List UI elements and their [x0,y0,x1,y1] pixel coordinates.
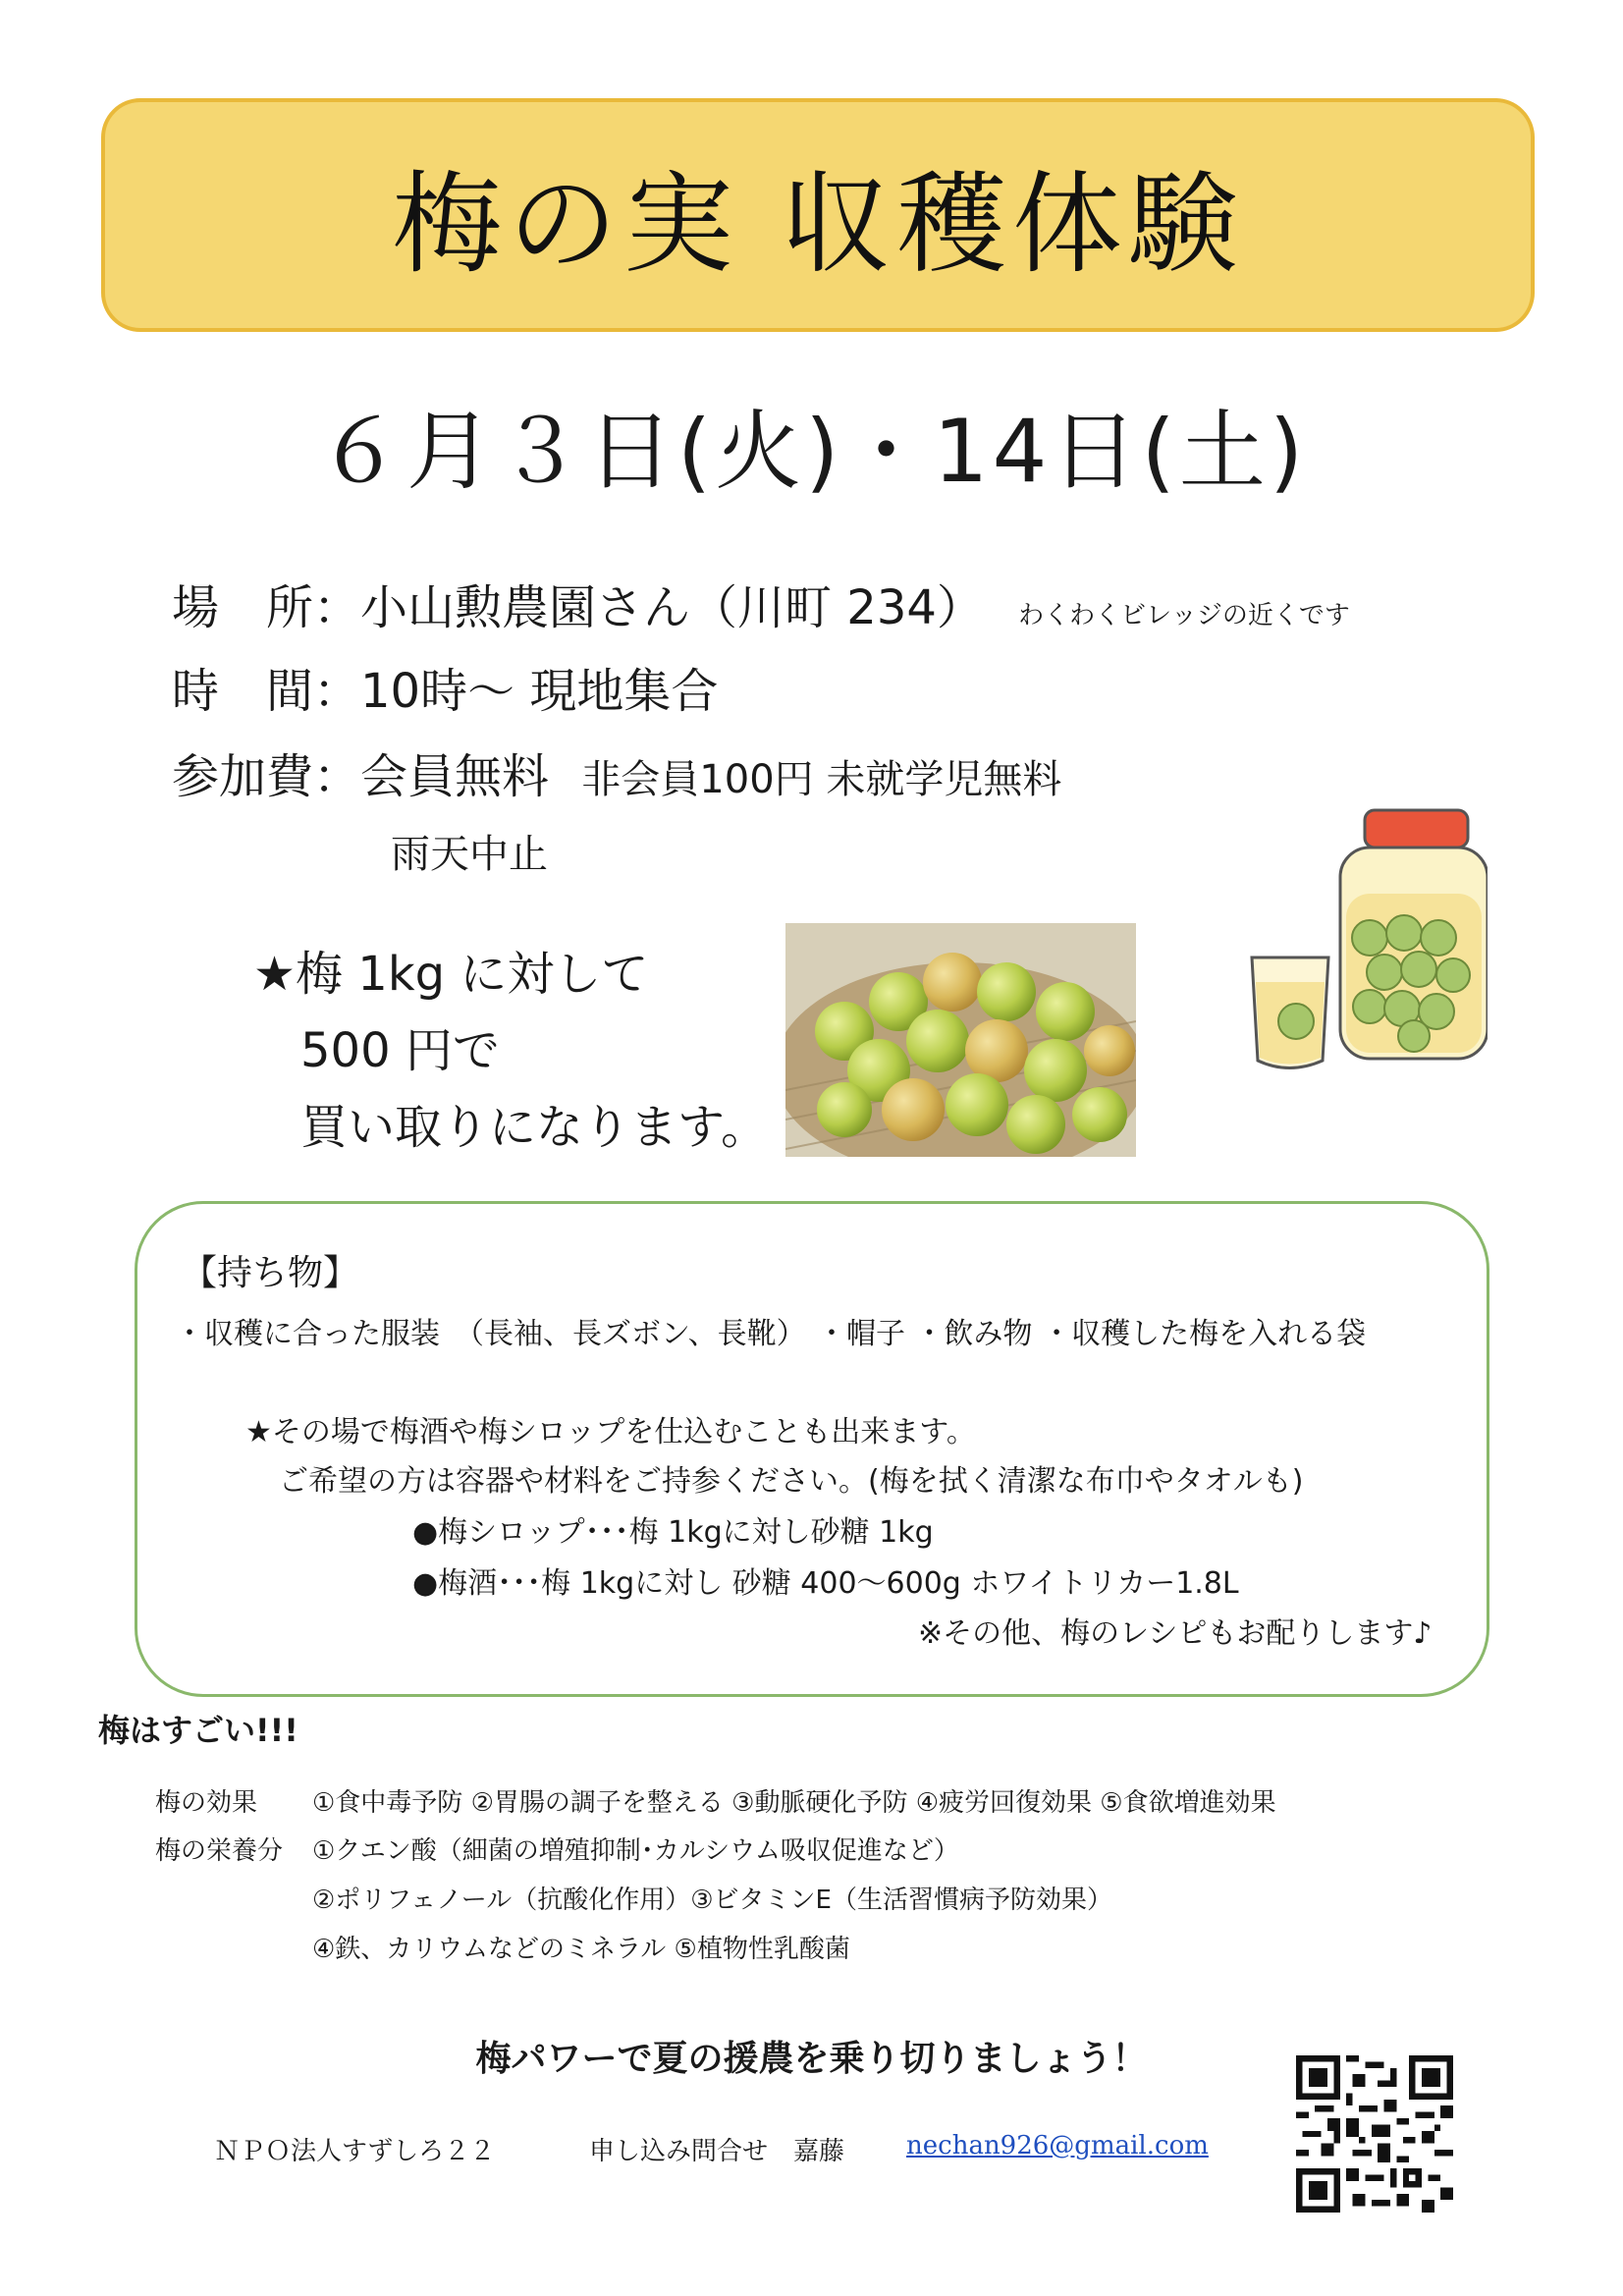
benefits-heading: 梅はすごい!!! [98,1712,298,1749]
purchase-line-2: 500 円で [300,1023,500,1078]
qr-code[interactable] [1296,2055,1453,2213]
email-link[interactable]: nechan926@gmail.com [906,2131,1209,2160]
place-note: わくわくビレッジの近くです [1018,601,1350,630]
nutrient-1: ①クエン酸（細菌の増殖抑制･カルシウム吸収促進など） [312,1836,959,1866]
effect-label: 梅の効果 [155,1788,258,1818]
nutrient-label: 梅の栄養分 [155,1836,284,1866]
recipe-syrup: ●梅シロップ･･･梅 1kgに対し砂糖 1kg [412,1515,934,1550]
time-label: 時 間： [172,664,361,719]
rain-note: 雨天中止 [391,832,548,877]
recipe-umeshu: ●梅酒･･･梅 1kgに対し 砂糖 400～600g ホワイトリカー1.8L [412,1566,1239,1601]
purchase-line-1: ★梅 1kg に対して [253,947,649,1002]
place-value: 小山勲農園さん（川町 234） [360,580,984,635]
purchase-line-3: 買い取りになります。 [300,1100,769,1155]
fee-extra: 非会員100円 未就学児無料 [581,757,1062,802]
items-note-1: ★その場で梅酒や梅シロップを仕込むことも出来ます。 [245,1415,976,1449]
umeshu-jar-illustration [1242,800,1488,1075]
fee-value: 会員無料 [360,749,550,804]
effect-value: ①食中毒予防 ②胃腸の調子を整える ③動脈硬化予防 ④疲労回復効果 ⑤食欲増進効果 [312,1788,1276,1818]
time-value: 10時～ 現地集合 [360,664,719,719]
nutrient-3: ④鉄、カリウムなどのミネラル ⑤植物性乳酸菌 [312,1935,850,1964]
nutrient-2: ②ポリフェノール（抗酸化作用）③ビタミンE（生活習慣病予防効果） [312,1886,1112,1915]
event-date: ６月３日(火)・14日(土) [315,401,1308,502]
items-list-clothing: ・収穫に合った服装 （長袖、長ズボン、長靴） [175,1317,806,1351]
ume-basket-photo [785,923,1136,1157]
time-row [172,653,718,721]
items-heading: 【持ち物】 [182,1253,359,1293]
footer-contact: 申し込み問合せ 嘉藤 [589,2137,845,2166]
page-title: 梅の実 収穫体験 [392,160,1244,289]
place-row [172,570,1350,637]
place-label: 場 所： [172,580,361,635]
items-list-other: ・帽子 ・飲み物 ・収穫した梅を入れる袋 [817,1317,1367,1351]
items-note-3: ※その他、梅のレシピもお配りします♪ [918,1616,1433,1651]
title-banner [101,98,1535,332]
fee-row [172,738,1061,806]
purchase-note [253,936,768,1166]
slogan: 梅パワーで夏の援農を乗り切りましょう！ [475,2039,1148,2079]
footer-org: ＮＰＯ法人すずしろ２２ [214,2137,496,2166]
fee-label: 参加費： [172,749,361,804]
items-note-2: ご希望の方は容器や材料をご持参ください。(梅を拭く清潔な布巾やタオルも) [279,1464,1304,1499]
